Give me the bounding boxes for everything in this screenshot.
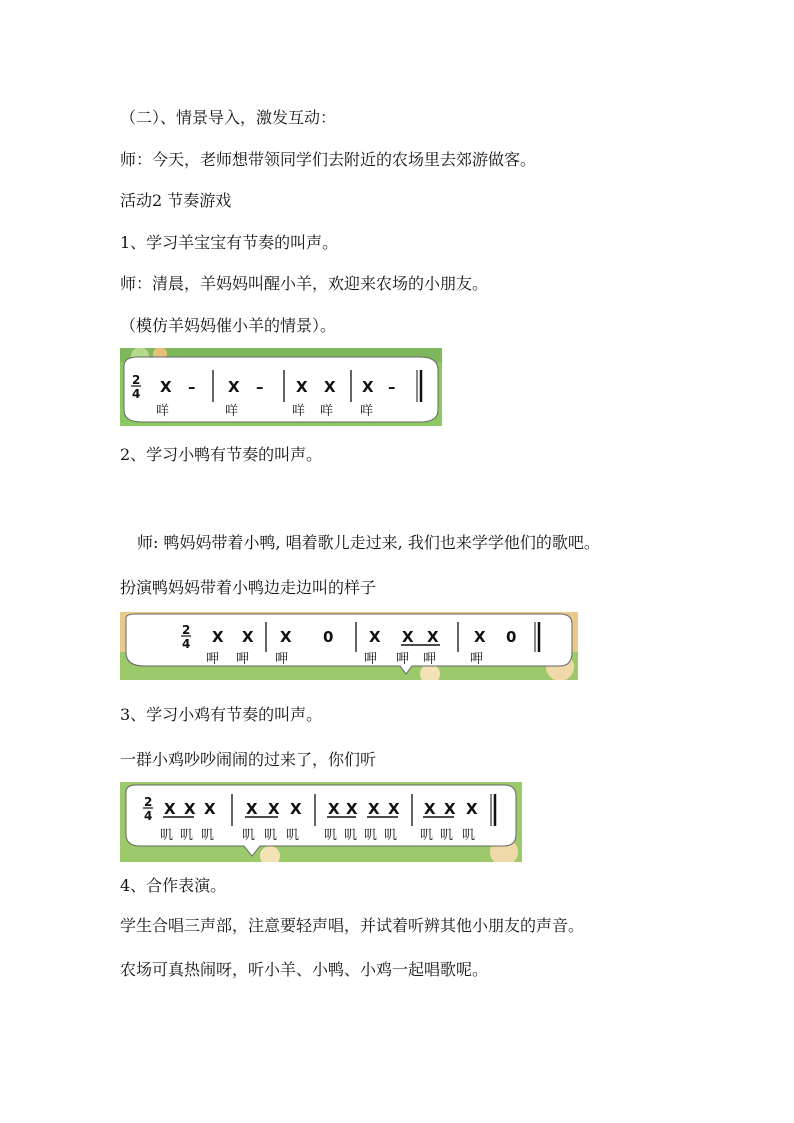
duck-note: 扮演鸭妈妈带着小鸭边走边叫的样子 [120,578,377,597]
duck-timesig-bottom: 4 [182,637,191,651]
sheep-rhythm-score [120,348,442,426]
chick-note: X [444,800,456,818]
duck-lyric: 呷 [275,652,289,667]
section-heading: （二）、情景导入，激发互动： [120,108,337,127]
duck-note: X [427,628,439,646]
duck-rhythm-score [120,612,578,680]
chick-note: X [388,800,400,818]
chick-lyric: 叽 [420,828,434,843]
sheep-lyric: 咩 [156,404,170,419]
chick-timesig-top: 2 [144,795,153,809]
chick-lyric: 叽 [286,828,300,843]
chick-lyric: 叽 [180,828,194,843]
chick-note: X [328,800,340,818]
duck-lyric: 呷 [364,652,378,667]
closing-line: 农场可真热闹呀，听小羊、小鸭、小鸡一起唱歌呢。 [120,960,489,979]
chick-lyric: 叽 [344,828,358,843]
step-1-title: 1、学习羊宝宝有节奏的叫声。 [120,233,339,252]
activity-title: 活动2 节奏游戏 [120,191,232,210]
duck-lyric: 呷 [236,652,250,667]
duck-note: X [402,628,414,646]
duck-lyric: 呷 [206,652,220,667]
chick-lyric: 叽 [324,828,338,843]
chick-note: X [466,800,478,818]
sheep-dash: – [388,378,396,396]
duck-rest: 0 [506,628,517,646]
sheep-note: X [324,378,336,396]
chick-note: 一群小鸡吵吵闹闹的过来了，你们听 [120,750,377,769]
sheep-note: X [160,378,172,396]
sheep-lyric: 咩 [320,404,334,419]
duck-note: X [280,628,292,646]
chick-note: X [204,800,216,818]
chick-lyric: 叽 [201,828,215,843]
sheep-dash: – [256,378,264,396]
chick-note: X [246,800,258,818]
chick-rhythm-score [120,782,522,862]
duck-note: X [474,628,486,646]
sheep-note: X [362,378,374,396]
chick-lyric: 叽 [242,828,256,843]
chick-note: X [346,800,358,818]
duck-note: X [369,628,381,646]
chick-note: X [184,800,196,818]
sheep-lyric: 咩 [292,404,306,419]
chick-note: X [424,800,436,818]
chick-timesig-bottom: 4 [144,809,153,823]
chick-note: X [164,800,176,818]
chick-lyric: 叽 [440,828,454,843]
teacher-intro: 师：今天，老师想带领同学们去附近的农场里去郊游做客。 [120,150,537,169]
sheep-note: X [296,378,308,396]
chick-note: X [290,800,302,818]
teacher-sheep: 师：清晨，羊妈妈叫醒小羊，欢迎来农场的小朋友。 [120,274,489,293]
chick-lyric: 叽 [384,828,398,843]
chick-note: X [268,800,280,818]
duck-rest: 0 [323,628,334,646]
duck-lyric: 呷 [470,652,484,667]
step-4-title: 4、合作表演。 [120,876,227,895]
chick-lyric: 叽 [364,828,378,843]
duck-note: X [212,628,224,646]
sheep-timesig-bottom: 4 [132,387,141,401]
sheep-lyric: 咩 [225,404,239,419]
chick-lyric: 叽 [462,828,476,843]
chick-lyric: 叽 [160,828,174,843]
sheep-note: X [228,378,240,396]
duck-lyric: 呷 [423,652,437,667]
sheep-lyric: 咩 [360,404,374,419]
chick-lyric: 叽 [264,828,278,843]
teacher-duck: 师: 鸭妈妈带着小鸭, 唱着歌儿走过来, 我们也来学学他们的歌吧。 [137,533,600,552]
duck-timesig-top: 2 [182,623,191,637]
duck-lyric: 呷 [396,652,410,667]
sheep-dash: – [188,378,196,396]
performance-instruction: 学生合唱三声部，注意要轻声唱，并试着听辨其他小朋友的声音。 [120,916,585,935]
chick-note: X [368,800,380,818]
step-2-title: 2、学习小鸭有节奏的叫声。 [120,445,323,464]
sheep-timesig-top: 2 [132,373,141,387]
duck-note: X [242,628,254,646]
sheep-note: （模仿羊妈妈催小羊的情景）。 [120,316,337,335]
step-3-title: 3、学习小鸡有节奏的叫声。 [120,705,323,724]
